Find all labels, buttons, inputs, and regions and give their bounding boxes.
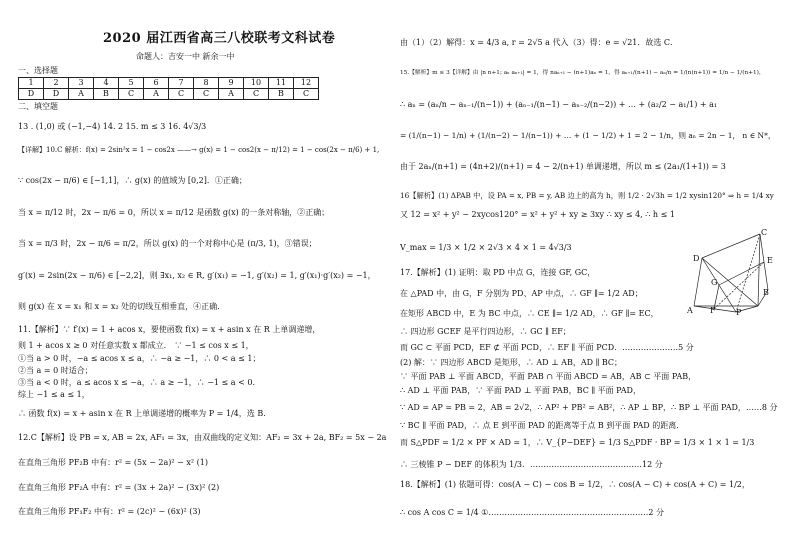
- answer-letter-cell: C: [244, 89, 269, 100]
- left-solution-line: 则 g(x) 在 x = x₁ 和 x = x₂ 处的切线互相垂直，④正确．: [18, 302, 226, 311]
- authors-line: 命题人：吉安一中 新余一中: [136, 52, 235, 61]
- right-solution-line: = (1/(n−1) − 1/n) + (1/(n−2) − 1/(n−1)) + … + (1 − 1/2) + 1 = 2 − 1/n，则 aₙ = 2n − 1， n ∈ N*，: [400, 131, 776, 140]
- left-solution-line: ∵ cos(2x − π/6) ∈ [−1,1]，∴ g(x) 的值域为 [0,2]．①正确；: [18, 176, 247, 185]
- answer-number-cell: 1: [19, 78, 44, 89]
- left-solution-line: 11.【解析】∵ f′(x) = 1 + acos x，要使函数 f(x) = x + asin x 在 R 上单调递增，: [18, 325, 321, 334]
- right-solution-line: 18.【解析】(1) 依题可得：cos(A − C) − cos B = 1/2，∴ cos(A − C) + cos(A + C) = 1/2，: [400, 480, 750, 489]
- right-solution-line: 又 12 = x² + y² − 2xycos120° = x² + y² + xy ≥ 3xy ∴ xy ≤ 4, ∴ h ≤ 1: [400, 210, 675, 219]
- answer-number-cell: 3: [69, 78, 94, 89]
- answer-letter-cell: B: [94, 89, 119, 100]
- right-solution-line: ∵ BC ∥ 平面 PAD，∴ 点 E 到平面 PAD 的距离等于点 B 到平面 PAD 的距离．: [400, 421, 685, 430]
- left-solution-line: ①当 a > 0 时，−a ≤ acos x ≤ a，∴ −a ≥ −1，∴ 0 < a ≤ 1；: [18, 354, 261, 363]
- answer-letter-cell: A: [219, 89, 244, 100]
- answer-table: [18, 77, 319, 100]
- left-solution-line: 【详解】10.C 解析：f(x) = 2sin²x = 1 − cos2x ——→ g(x) = 1 − cos2(x − π/12) = 1 − cos(2x − π/6) + 1,: [18, 146, 380, 154]
- answer-letter-cell: D: [19, 89, 44, 100]
- diagram-label-p: P: [736, 308, 742, 317]
- answer-number-cell: 2: [44, 78, 69, 89]
- right-solution-line: ∴ aₙ = (aₙ/n − aₙ₋₁/(n−1)) + (aₙ₋₁/(n−1) − aₙ₋₂/(n−2)) + … + (a₂/2 − a₁/1) + a₁: [400, 100, 718, 109]
- answer-number-cell: 6: [144, 78, 169, 89]
- right-solution-line: 16【解析】(1) ΔPAB 中，设 PA = x, PB = y, AB 边上的高为 h，则 1/2 · 2√3h = 1/2 xysin120° ⇒ h = 1/4 xy: [400, 191, 774, 200]
- left-solution-line: ②当 a = 0 时适合；: [18, 366, 93, 375]
- answer-letter-cell: C: [119, 89, 144, 100]
- answer-number-cell: 7: [169, 78, 194, 89]
- left-solution-line: ∴ 函数 f(x) = x + asin x 在 R 上单调递增的概率为 P = 1/4，选 B．: [18, 409, 272, 418]
- left-solution-line: 在直角三角形 PF₂A 中有：r² = (3x + 2a)² − (3x)² (2): [18, 483, 220, 492]
- right-solution-line: ∴ AD ⊥ 平面 PAB，∵ 平面 PAD ⊥ 平面 PAB，BC ∥ 平面 PAD，: [400, 386, 641, 395]
- answer-letter-cell: C: [294, 89, 319, 100]
- right-solution-line: (2) 解：∵ 四边形 ABCD 是矩形，∴ AD ⊥ AB，AD ∥ BC；: [400, 358, 622, 367]
- answer-number-cell: 12: [294, 78, 319, 89]
- left-solution-line: 在直角三角形 PF₁F₂ 中有：r² = (2c)² − (6x)² (3): [18, 507, 201, 516]
- right-solution-line: 在矩形 ABCD 中，E 为 BC 中点，∴ CE ∥= 1/2 AD，∴ GF ∥= EC，: [400, 309, 659, 318]
- section1-heading: 一、选择题: [18, 66, 58, 75]
- answer-letter-cell: C: [194, 89, 219, 100]
- left-solution-line: ③当 a < 0 时，a ≤ acos x ≤ −a，∴ a ≥ −1，∴ −1 ≤ a < 0．: [18, 378, 261, 387]
- right-solution-line: 而 S△PDF = 1/2 × PF × AD = 1，∴ V_{P−DEF} = 1/3 S△PDF · BP = 1/3 × 1 × 1 = 1/3: [400, 438, 755, 447]
- right-solution-line: 17.【解析】(1) 证明：取 PD 中点 G，连接 GF, GC，: [400, 268, 596, 277]
- diagram-label-f: F: [710, 306, 716, 315]
- left-solution-line: 当 x = π/12 时，2x − π/6 = 0，所以 x = π/12 是函数 g(x) 的一条对称轴，②正确；: [18, 208, 330, 217]
- answer-number-cell: 10: [244, 78, 269, 89]
- answer-number-cell: 4: [94, 78, 119, 89]
- left-solution-line: 12.C【解析】设 PB = x, AB = 2x, AF₁ = 3x，由双曲线的定义知：AF₂ = 3x + 2a, BF₂ = 5x − 2a: [18, 433, 387, 442]
- answer-table-numbers: [19, 78, 319, 89]
- answer-letter-cell: A: [69, 89, 94, 100]
- fill-answers: 13 . (1,0) 或 (−1,−4) 14. 2 15. m ≤ 3 16. 4√3/3: [18, 122, 207, 131]
- diagram-label-e: E: [767, 256, 773, 265]
- left-solution-line: 则 1 + acos x ≥ 0 对任意实数 x 都成立． ∵ −1 ≤ cos x ≤ 1，: [18, 341, 254, 350]
- pyramid-diagram: [688, 228, 774, 316]
- section2-heading: 二、填空题: [18, 102, 58, 111]
- answer-letter-cell: A: [144, 89, 169, 100]
- answer-letter-cell: B: [269, 89, 294, 100]
- answer-number-cell: 5: [119, 78, 144, 89]
- right-solution-line: ∵ AD = AP = PB = 2，AB = 2√2，∴ AP² + PB² = AB²，∴ AP ⊥ BP，∴ BP ⊥ 平面 PAD，……8 分: [400, 403, 778, 412]
- right-solution-line: ∴ cos A cos C = 1/4 ①……………………………………………………2 分: [400, 508, 664, 517]
- answer-number-cell: 8: [194, 78, 219, 89]
- page-title: 2020 届江西省高三八校联考文科试卷: [103, 31, 336, 46]
- answer-table-answers: [19, 89, 319, 100]
- right-solution-line: ∴ 四边形 GCEF 是平行四边形，∴ GC ∥ EF；: [400, 327, 571, 336]
- right-solution-line: 而 GC ⊂ 平面 PCD，EF ⊄ 平面 PCD，∴ EF ∥ 平面 PCD．…………………5 分: [400, 343, 694, 352]
- left-solution-line: 在直角三角形 PF₂B 中有：r² = (5x − 2a)² − x² (1): [18, 458, 209, 467]
- diagram-label-c: C: [761, 228, 768, 237]
- answer-letter-cell: D: [44, 89, 69, 100]
- answer-number-cell: 9: [219, 78, 244, 89]
- answer-letter-cell: C: [169, 89, 194, 100]
- left-solution-line: 综上 −1 ≤ a ≤ 1，: [18, 390, 90, 399]
- right-solution-line: 由（1）（2）解得：x = 4/3 a, r = 2√5 a 代入（3）得：e = √21．故选 C．: [400, 38, 679, 47]
- right-solution-line: 在 △PAD 中，由 G，F 分别为 PD、AP 中点，∴ GF ∥= 1/2 AD；: [400, 289, 643, 298]
- left-solution-line: 当 x = π/3 时，2x − π/6 = π/2，所以 g(x) 的一个对称中心是 (π/3, 1)，③错误；: [18, 239, 317, 248]
- right-solution-line: ∵ 平面 PAB ⊥ 平面 ABCD，平面 PAB ∩ 平面 ABCD = AB，AB ⊂ 平面 PAB，: [400, 372, 697, 381]
- right-solution-line: V_max = 1/3 × 1/2 × 2√3 × 4 × 1 = 4√3/3: [400, 243, 572, 252]
- right-solution-line: ∴ 三棱锥 P − DEF 的体积为 1/3．……………………………………12 分: [400, 460, 663, 469]
- answer-number-cell: 11: [269, 78, 294, 89]
- diagram-label-a: A: [687, 306, 693, 315]
- diagram-label-b: B: [763, 288, 769, 297]
- diagram-label-g: G: [711, 278, 718, 287]
- left-solution-line: g′(x) = 2sin(2x − π/6) ∈ [−2,2]，则 ∃x₁, x₂ ∈ R, g′(x₁) = −1, g′(x₂) = 1, g′(x₁)·g′(x₂) = −1，: [18, 271, 376, 280]
- right-solution-line: 由于 2aₙ/(n+1) = (4n+2)/(n+1) = 4 − 2/(n+1) 单调递增，所以 m ≤ (2a₁/(1+1)) = 3: [400, 162, 726, 171]
- right-solution-line: 15.【解析】m ≤ 3【详解】由 |n n+1; aₙ aₙ₊₁| = 1，得 naₙ₊₁ − (n+1)aₙ = 1，得 aₙ₊₁/(n+1) − aₙ/n = 1/(n(n+1)) = 1/n − 1/(n+1)，: [400, 70, 765, 76]
- diagram-label-d: D: [693, 254, 700, 263]
